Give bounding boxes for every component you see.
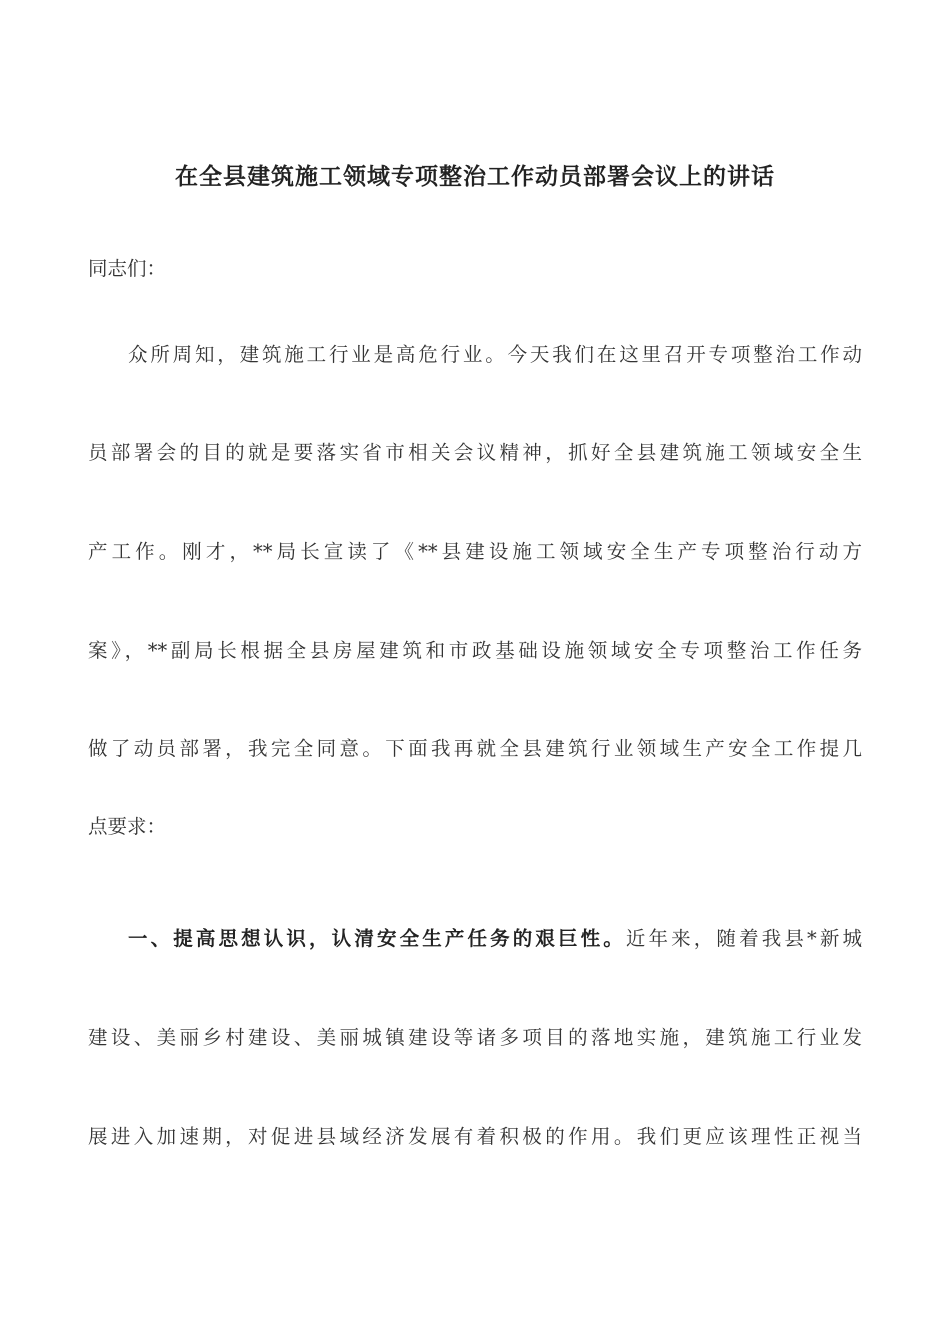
section-heading: 一、提高思想认识，认清安全生产任务的艰巨性。 (128, 927, 626, 950)
document-title: 在全县建筑施工领域专项整治工作动员部署会议上的讲话 (175, 163, 775, 190)
salutation: 同志们： (88, 257, 167, 280)
paragraph-1-line-6: 点要求： (88, 815, 167, 838)
paragraph-1-line-1: 众所周知，建筑施工行业是高危行业。今天我们在这里召开专项整治工作动 (128, 343, 862, 366)
paragraph-2-line-1-rest: 近年来，随着我县*新城 (625, 927, 862, 950)
paragraph-1-line-3: 产工作。刚才，**局长宣读了《**县建设施工领域安全生产专项整治行动方 (88, 540, 862, 563)
paragraph-2-line-2: 建设、美丽乡村建设、美丽城镇建设等诸多项目的落地实施，建筑施工行业发 (88, 1026, 862, 1049)
paragraph-2-line-1 (88, 924, 862, 954)
paragraph-2-line-3: 展进入加速期，对促进县域经济发展有着积极的作用。我们更应该理性正视当 (88, 1125, 862, 1148)
paragraph-1-line-2: 员部署会的目的就是要落实省市相关会议精神，抓好全县建筑施工领域安全生 (88, 441, 862, 464)
paragraph-1-line-5: 做了动员部署，我完全同意。下面我再就全县建筑行业领域生产安全工作提几 (88, 737, 862, 760)
paragraph-1-line-4: 案》，**副局长根据全县房屋建筑和市政基础设施领域安全专项整治工作任务 (88, 639, 862, 662)
